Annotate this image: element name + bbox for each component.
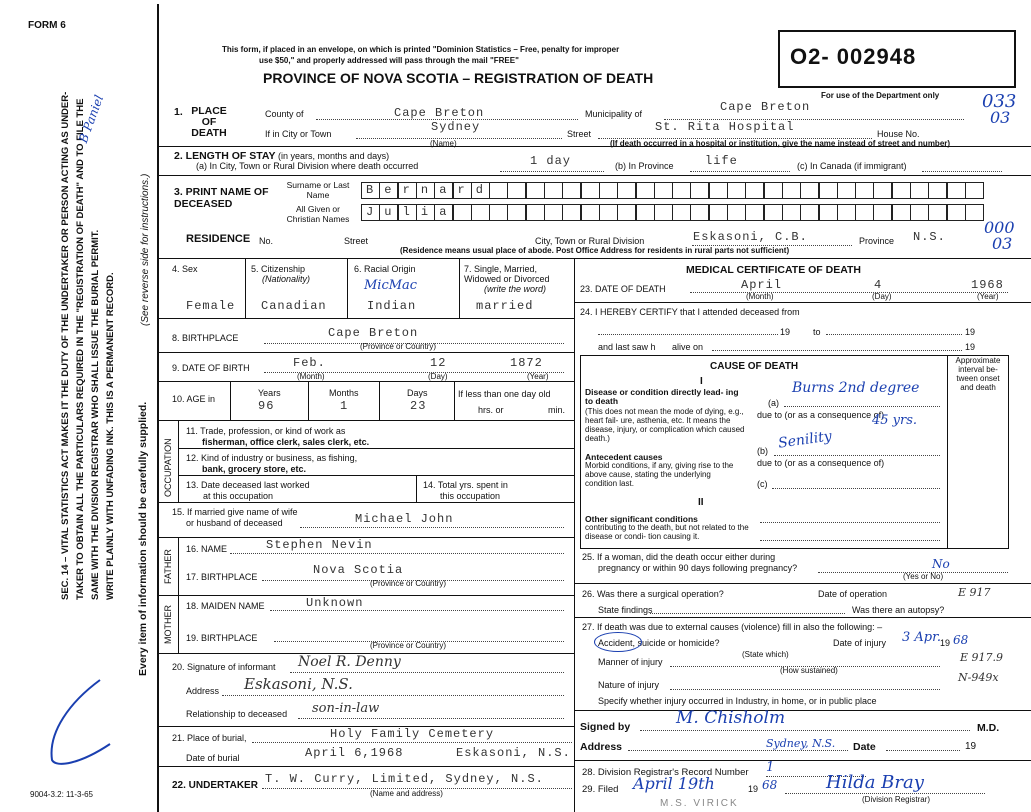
surname-letter-box bbox=[489, 182, 508, 199]
street-label: Street bbox=[567, 129, 592, 139]
length-of-stay-sub: (in years, months and days) bbox=[278, 151, 390, 161]
burial-date-value: April 6,1968 bbox=[305, 746, 404, 760]
q29-label: 29. Filed bbox=[582, 784, 619, 795]
father-bp-label: 17. BIRTHPLACE bbox=[186, 572, 258, 582]
q25b-label: pregnancy or within 90 days following pregnancy? bbox=[598, 563, 798, 573]
surname-letter: B bbox=[366, 183, 375, 197]
death-day-caption: (Day) bbox=[872, 292, 892, 301]
alive-19: 19 bbox=[965, 342, 976, 352]
certify-label: 24. I HEREBY CERTIFY that I attended deceased from bbox=[580, 307, 800, 317]
residence-province-label: Province bbox=[859, 236, 895, 246]
code-e917: E 917 bbox=[958, 586, 991, 599]
print-name-label: 3. PRINT NAME OF DECEASED bbox=[174, 186, 269, 210]
municipality-label: Municipality of bbox=[585, 109, 643, 119]
burial-date-label: Date of burial bbox=[186, 753, 240, 763]
date-of-injury-label: Date of injury bbox=[833, 638, 887, 648]
surname-letter-box bbox=[434, 182, 453, 199]
roman-one: I bbox=[700, 376, 703, 387]
dob-month-caption: (Month) bbox=[297, 372, 325, 381]
given-letter-box bbox=[928, 204, 947, 221]
surname-letter-box bbox=[928, 182, 947, 199]
mother-bp-label: 19. BIRTHPLACE bbox=[186, 633, 258, 643]
statute-line-2: TAKER TO OBTAIN ALL THE PARTICULARS REQUIRED IN THE "REGISTRATION OF DEATH" AND TO FILE THE bbox=[75, 98, 86, 600]
dept-use-label: For use of the Department only bbox=[821, 91, 940, 100]
surname-letter-box bbox=[636, 182, 655, 199]
q12-label: 12. Kind of industry or business, as fishing, bbox=[186, 453, 358, 463]
residence-city-value: Eskasoni, C.B. bbox=[693, 230, 808, 244]
min-label: min. bbox=[548, 405, 566, 415]
other-conditions-desc: contributing to the death, but not related to the disease or condi- tion causing it. bbox=[585, 523, 749, 541]
filed-19: 19 bbox=[748, 784, 759, 794]
given-letter: u bbox=[384, 205, 393, 219]
code-e9179: E 917.9 bbox=[960, 651, 1004, 664]
record-number: 1 bbox=[766, 760, 775, 775]
mother-maiden-label: 18. MAIDEN NAME bbox=[186, 601, 265, 611]
given-letter-box bbox=[416, 204, 435, 221]
given-letter-box bbox=[434, 204, 453, 221]
direct-cause-desc: (This does not mean the mode of dying, e.g., heart fail- ure, asthenia, etc. It means the disease, injury, or complication which caused death.) bbox=[585, 407, 745, 443]
instruction-text: Every item of information should be carefully supplied. bbox=[137, 401, 149, 676]
given-letter-box bbox=[562, 204, 581, 221]
cause-b-label: (b) bbox=[757, 446, 768, 456]
physician-signature: M. Chisholm bbox=[676, 708, 786, 728]
date-of-operation-label: Date of operation bbox=[818, 589, 888, 599]
margin-handwritten-note: B Paniel bbox=[76, 93, 107, 145]
undertaker-label: 22. UNDERTAKER bbox=[172, 780, 258, 791]
surname-letter-box bbox=[654, 182, 673, 199]
yes-no-caption: (Yes or No) bbox=[903, 572, 944, 581]
injury-date-value: 3 Apr. bbox=[902, 630, 942, 645]
given-letter-box bbox=[379, 204, 398, 221]
left-frame-line bbox=[157, 4, 159, 812]
surname-letter-box bbox=[471, 182, 490, 199]
cause-a-label: (a) bbox=[768, 398, 779, 408]
city-label: If in City or Town bbox=[265, 129, 332, 139]
rule-2 bbox=[159, 175, 1031, 176]
informant-address-value: Eskasoni, N.S. bbox=[244, 675, 353, 693]
other-conditions-label: Other significant conditions bbox=[585, 514, 698, 524]
mother-maiden-value: Unknown bbox=[306, 596, 364, 610]
last-saw-label: and last saw h bbox=[598, 342, 656, 352]
less-than-day-label: If less than one day old bbox=[458, 389, 551, 399]
given-letter: J bbox=[366, 205, 375, 219]
surname-letter-box bbox=[672, 182, 691, 199]
given-letter-box bbox=[489, 204, 508, 221]
municipality-value: Cape Breton bbox=[720, 100, 811, 114]
dept-code-1: 033 bbox=[982, 91, 1017, 112]
given-letter-box bbox=[507, 204, 526, 221]
place-of-death-label: PLACE OF DEATH bbox=[191, 105, 227, 139]
reverse-side-note: (See reverse side for instructions.) bbox=[140, 173, 151, 326]
filed-year: 68 bbox=[762, 778, 778, 792]
surname-letter: n bbox=[420, 183, 430, 197]
medical-header: MEDICAL CERTIFICATE OF DEATH bbox=[686, 264, 861, 276]
q15-label: 15. If married give name of wife bbox=[172, 507, 298, 517]
form-number: FORM 6 bbox=[28, 20, 66, 31]
signed-by-label: Signed by bbox=[580, 721, 631, 733]
given-letter-box bbox=[398, 204, 417, 221]
given-letter-box bbox=[873, 204, 892, 221]
house-label: House No. bbox=[877, 129, 920, 139]
q13-label: 13. Date deceased last worked bbox=[186, 480, 310, 490]
surname-letter-box bbox=[617, 182, 636, 199]
dob-day: 12 bbox=[430, 356, 447, 370]
given-letter-box bbox=[782, 204, 801, 221]
surname-letter-box bbox=[910, 182, 929, 199]
manner-label: Manner of injury bbox=[598, 657, 663, 667]
margin-scribble-icon bbox=[30, 672, 120, 772]
cause-a-value: Burns 2nd degree bbox=[792, 380, 920, 396]
surname-letter-box bbox=[599, 182, 618, 199]
given-letter-box bbox=[599, 204, 618, 221]
racial-handwritten: MicMac bbox=[364, 278, 418, 293]
due-to-1: due to (or as a consequence of) bbox=[757, 410, 885, 420]
accident-label: Accident, suicide or homicide? bbox=[598, 638, 720, 648]
cause-c-label: (c) bbox=[757, 479, 768, 489]
rule-3 bbox=[159, 258, 1031, 259]
given-letter-box bbox=[617, 204, 636, 221]
registrar-caption: (Division Registrar) bbox=[862, 795, 931, 804]
state-findings-label: State findings bbox=[598, 605, 653, 615]
given-letter-box bbox=[526, 204, 545, 221]
given-letter-box bbox=[654, 204, 673, 221]
q25-value: No bbox=[932, 557, 950, 571]
registrar-signature: Hilda Bray bbox=[826, 772, 924, 793]
given-letter-box bbox=[636, 204, 655, 221]
given-letter-box bbox=[965, 204, 984, 221]
age-label: 10. AGE in bbox=[172, 394, 216, 404]
given-letter-box bbox=[471, 204, 490, 221]
years-label: Years bbox=[258, 388, 281, 398]
surname-letter: r bbox=[402, 183, 411, 197]
antecedent-desc: Morbid conditions, if any, giving rise to the above cause, stating the underlying condition last. bbox=[585, 461, 734, 488]
stay-a-value: 1 day bbox=[530, 154, 572, 168]
given-letter-box bbox=[690, 204, 709, 221]
surname-letter: r bbox=[457, 183, 466, 197]
months-label: Months bbox=[329, 388, 359, 398]
surname-letter-box bbox=[800, 182, 819, 199]
q11b-label: fisherman, office clerk, sales clerk, etc. bbox=[202, 437, 370, 447]
informant-relation-value: son-in-law bbox=[312, 701, 380, 716]
q26-label: 26. Was there a surgical operation? bbox=[582, 589, 724, 599]
direct-cause-label: Disease or condition directly lead- ing to death bbox=[585, 387, 739, 406]
death-year: 1968 bbox=[971, 278, 1004, 292]
surname-letter-box bbox=[837, 182, 856, 199]
days-label: Days bbox=[407, 388, 428, 398]
nature-label: Nature of injury bbox=[598, 680, 660, 690]
statute-line-4: WRITE PLAINLY WITH UNFADING INK. THIS IS A PERMANENT RECORD. bbox=[105, 272, 116, 600]
surname-letter-box bbox=[782, 182, 801, 199]
surname-letter-box bbox=[709, 182, 728, 199]
accident-circle-icon bbox=[594, 632, 642, 652]
surname-letter-box bbox=[416, 182, 435, 199]
registration-number: O2- 002948 bbox=[790, 44, 917, 69]
md-label: M.D. bbox=[977, 722, 1000, 734]
county-label: County of bbox=[265, 109, 304, 119]
given-letter-box bbox=[800, 204, 819, 221]
address-label: Address bbox=[580, 741, 623, 753]
name-caption: (Name) bbox=[430, 139, 457, 148]
months-value: 1 bbox=[340, 399, 349, 413]
q13b-label: at this occupation bbox=[203, 491, 274, 501]
cause-b-value: Senility bbox=[777, 428, 833, 452]
residence-city-label: City, Town or Rural Division bbox=[535, 236, 645, 246]
father-name-label: 16. NAME bbox=[186, 544, 228, 554]
state-which-caption: (State which) bbox=[742, 650, 789, 659]
stay-b-label: (b) In Province bbox=[615, 161, 674, 171]
surname-letter-box bbox=[727, 182, 746, 199]
q27-label: 27. If death was due to external causes (violence) fill in also the following: – bbox=[582, 622, 883, 632]
given-letter: i bbox=[420, 205, 430, 219]
mother-bp-caption: (Province or Country) bbox=[370, 641, 447, 650]
racial-label: 6. Racial Origin bbox=[354, 264, 416, 274]
surname-letter-box bbox=[507, 182, 526, 199]
informant-sig-value: Noel R. Denny bbox=[298, 654, 401, 670]
interval-header: Approximate interval be- tween onset and death bbox=[955, 356, 1001, 392]
street-value: St. Rita Hospital bbox=[655, 120, 795, 134]
undertaker-caption: (Name and address) bbox=[370, 789, 443, 798]
stay-a-label: (a) In City, Town or Rural Division where death occurred bbox=[196, 161, 419, 171]
dept-code-3: 000 bbox=[984, 218, 1015, 237]
surname-letter-box bbox=[562, 182, 581, 199]
stay-c-label: (c) In Canada (if immigrant) bbox=[797, 161, 907, 171]
father-side-label: FATHER bbox=[163, 549, 173, 584]
county-value: Cape Breton bbox=[394, 106, 485, 120]
residence-note: (Residence means usual place of abode. Post Office Address for residents in rural parts not sufficient) bbox=[400, 246, 790, 255]
dept-code-4: 03 bbox=[992, 234, 1013, 253]
surname-letter-box bbox=[453, 182, 472, 199]
occupation-side-label: OCCUPATION bbox=[163, 438, 173, 497]
code-n949: N-949x bbox=[958, 671, 999, 684]
date-19: 19 bbox=[965, 741, 977, 752]
statute-line-1: SEC. 14 – VITAL STATISTICS ACT MAKES IT THE DUTY OF THE UNDERTAKER OR PERSON ACTING AS UNDER- bbox=[60, 91, 71, 600]
certify-to-label: to bbox=[813, 327, 821, 337]
father-name-value: Stephen Nevin bbox=[266, 538, 373, 552]
q25-label: 25. If a woman, did the death occur either during bbox=[582, 552, 776, 562]
alive-on-label: alive on bbox=[672, 342, 704, 352]
given-letter-box bbox=[764, 204, 783, 221]
specify-label: Specify whether injury occurred in Industry, in home, or in public place bbox=[598, 696, 877, 706]
surname-letter-box bbox=[947, 182, 966, 199]
injury-19: 19 bbox=[940, 638, 951, 648]
given-letter-box bbox=[709, 204, 728, 221]
given-letter-box bbox=[453, 204, 472, 221]
statute-line-3: SAME WITH THE DIVISION REGISTRAR WHO SHALL ISSUE THE BURIAL PERMIT. bbox=[90, 229, 101, 600]
mother-side-label: MOTHER bbox=[163, 605, 173, 644]
birthplace-value: Cape Breton bbox=[328, 326, 419, 340]
given-letter-box bbox=[910, 204, 929, 221]
injury-year-value: 68 bbox=[953, 633, 969, 647]
years-value: 96 bbox=[258, 399, 275, 413]
due-to-2: due to (or as a consequence of) bbox=[757, 458, 885, 468]
given-letter-box bbox=[855, 204, 874, 221]
city-value: Sydney bbox=[431, 120, 481, 134]
given-letter-box bbox=[672, 204, 691, 221]
given-letter-box bbox=[892, 204, 911, 221]
given-letter-box bbox=[745, 204, 764, 221]
dob-label: 9. DATE OF BIRTH bbox=[172, 363, 250, 373]
q12b-label: bank, grocery store, etc. bbox=[202, 464, 307, 474]
surname-letter-box bbox=[855, 182, 874, 199]
surname-letter-box bbox=[745, 182, 764, 199]
stamp-text: M.S. VIRICK bbox=[660, 798, 739, 809]
surname-letter-box bbox=[965, 182, 984, 199]
spouse-value: Michael John bbox=[355, 512, 454, 526]
given-letter-box bbox=[581, 204, 600, 221]
surname-letter-box bbox=[819, 182, 838, 199]
citizenship-value: Canadian bbox=[261, 299, 327, 313]
surname-letter: e bbox=[384, 183, 393, 197]
roman-two: II bbox=[698, 497, 704, 508]
surname-label: Surname or Last Name bbox=[286, 180, 350, 200]
dept-code-2: 03 bbox=[990, 108, 1011, 127]
residence-province-value: N.S. bbox=[913, 230, 946, 244]
given-letter-box bbox=[947, 204, 966, 221]
stay-b-value: life bbox=[705, 154, 738, 168]
burial-place-value: Holy Family Cemetery bbox=[330, 727, 495, 741]
father-bp-value: Nova Scotia bbox=[313, 563, 404, 577]
given-letter-box bbox=[727, 204, 746, 221]
marital-label: 7. Single, Married, Widowed or Divorced bbox=[464, 264, 550, 284]
handwritten-yrs: 45 yrs. bbox=[872, 413, 918, 428]
undertaker-value: T. W. Curry, Limited, Sydney, N.S. bbox=[265, 772, 544, 786]
given-letter-box bbox=[837, 204, 856, 221]
date-of-death-label: 23. DATE OF DEATH bbox=[580, 284, 666, 294]
q15b-label: or husband of deceased bbox=[186, 518, 283, 528]
racial-value: Indian bbox=[367, 299, 417, 313]
dob-day-caption: (Day) bbox=[428, 372, 448, 381]
citizenship-label: 5. Citizenship bbox=[251, 264, 306, 274]
given-letter: a bbox=[439, 205, 448, 219]
registration-box bbox=[778, 30, 1016, 88]
form-title: PROVINCE OF NOVA SCOTIA – REGISTRATION OF DEATH bbox=[263, 70, 654, 86]
surname-letter-box bbox=[361, 182, 380, 199]
given-letter-box bbox=[544, 204, 563, 221]
q14-label: 14. Total yrs. spent in bbox=[423, 480, 508, 490]
surname-letter-box bbox=[873, 182, 892, 199]
surname-letter: d bbox=[475, 183, 484, 197]
how-caption: (How sustained) bbox=[780, 666, 838, 675]
place-num: 1. bbox=[174, 106, 183, 118]
surname-letter-box bbox=[379, 182, 398, 199]
given-letter-box bbox=[361, 204, 380, 221]
given-letter-box bbox=[819, 204, 838, 221]
antecedent-label: Antecedent causes bbox=[585, 452, 663, 462]
father-bp-caption: (Province or Country) bbox=[370, 579, 447, 588]
dob-year: 1872 bbox=[510, 356, 543, 370]
autopsy-label: Was there an autopsy? bbox=[852, 605, 945, 615]
sex-label: 4. Sex bbox=[172, 264, 198, 274]
burial-place-label: 21. Place of burial, bbox=[172, 733, 247, 743]
surname-letter-box bbox=[690, 182, 709, 199]
informant-relation-label: Relationship to deceased bbox=[186, 709, 288, 719]
given-letter: l bbox=[402, 205, 411, 219]
birthplace-caption: (Province or Country) bbox=[360, 342, 437, 351]
date-label: Date bbox=[853, 741, 876, 753]
burial-town-value: Eskasoni, N.S. bbox=[456, 746, 571, 760]
citizenship-sub: (Nationality) bbox=[262, 274, 311, 284]
q11-label: 11. Trade, profession, or kind of work as bbox=[186, 426, 346, 436]
dob-year-caption: (Year) bbox=[527, 372, 549, 381]
birthplace-label: 8. BIRTHPLACE bbox=[172, 333, 239, 343]
given-names-label: All Given or Christian Names bbox=[286, 204, 350, 224]
hrs-label: hrs. or bbox=[478, 405, 504, 415]
marital-value: married bbox=[476, 299, 534, 313]
surname-letter-box bbox=[544, 182, 563, 199]
informant-address-label: Address bbox=[186, 686, 220, 696]
sex-value: Female bbox=[186, 299, 236, 313]
informant-sig-label: 20. Signature of informant bbox=[172, 662, 276, 672]
mail-notice: This form, if placed in an envelope, on which is printed "Dominion Statistics – Free, penalty for improper bbox=[222, 45, 620, 54]
dob-month: Feb. bbox=[293, 356, 326, 370]
hospital-note: (If death occurred in a hospital or institution, give the name instead of street and number) bbox=[610, 139, 951, 148]
surname-letter-box bbox=[398, 182, 417, 199]
marital-sub: (write the word) bbox=[484, 284, 547, 294]
q28-label: 28. Division Registrar's Record Number bbox=[582, 767, 749, 778]
death-month: April bbox=[741, 278, 783, 292]
filed-date: April 19th bbox=[633, 774, 715, 793]
death-month-caption: (Month) bbox=[746, 292, 774, 301]
surname-letter-box bbox=[581, 182, 600, 199]
residence-label: RESIDENCE bbox=[186, 233, 251, 245]
print-code: 9004-3.2: 11-3-65 bbox=[30, 790, 94, 799]
surname-letter-box bbox=[526, 182, 545, 199]
physician-address: Sydney, N.S. bbox=[766, 737, 836, 750]
certify-19-b: 19 bbox=[965, 327, 976, 337]
surname-letter: a bbox=[439, 183, 448, 197]
days-value: 23 bbox=[410, 399, 427, 413]
center-divider bbox=[574, 258, 575, 812]
cause-header: CAUSE OF DEATH bbox=[710, 361, 799, 372]
death-day: 4 bbox=[874, 278, 883, 292]
mail-notice-2: use $50," and properly addressed will pass through the mail "FREE" bbox=[259, 56, 519, 65]
residence-street-label: Street bbox=[344, 236, 369, 246]
length-of-stay-label: 2. LENGTH OF STAY bbox=[174, 150, 276, 162]
surname-letter-box bbox=[892, 182, 911, 199]
surname-letter-box bbox=[764, 182, 783, 199]
death-year-caption: (Year) bbox=[977, 292, 999, 301]
certify-19-a: 19 bbox=[780, 327, 791, 337]
residence-no-label: No. bbox=[259, 236, 274, 246]
q14b-label: this occupation bbox=[440, 491, 501, 501]
